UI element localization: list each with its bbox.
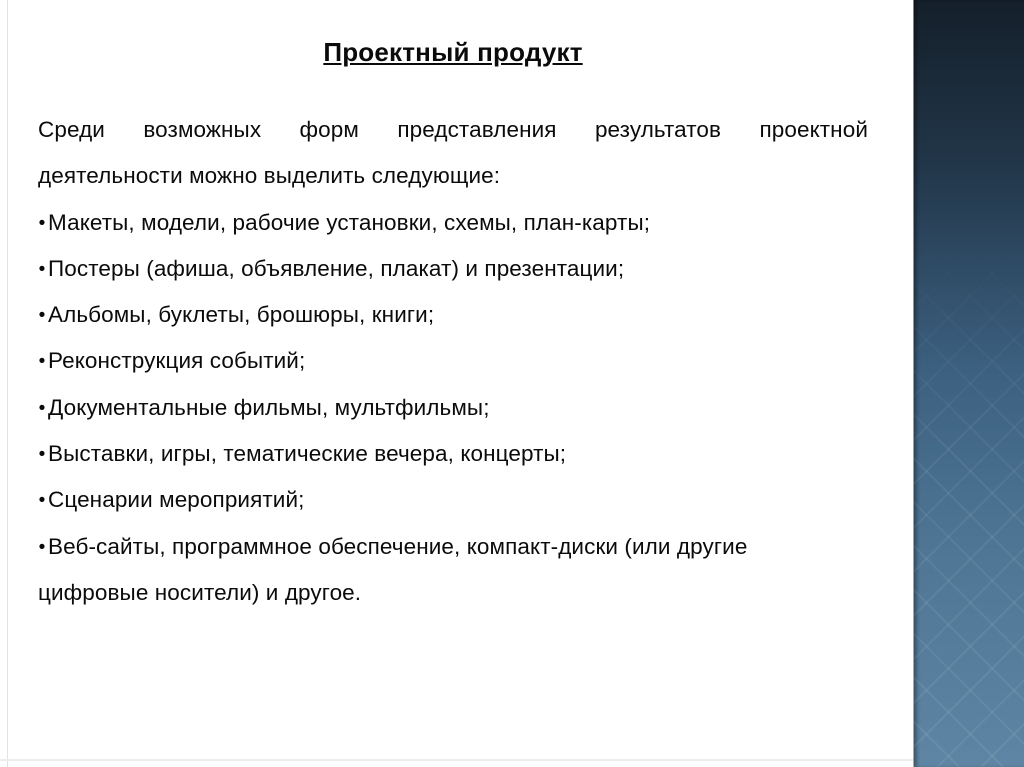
intro-line: Среди возможных форм представления результатов проектной xyxy=(38,117,868,142)
bullet-item: • Сценарии мероприятий; xyxy=(38,477,868,523)
bullet-dot: • xyxy=(38,443,46,465)
bullet-dot: • xyxy=(38,304,46,326)
bullet-dot: • xyxy=(38,535,46,557)
bullet-item: • Постеры (афиша, объявление, плакат) и презентации; xyxy=(38,246,868,292)
bullet-item: • Документальные фильмы, мультфильмы; xyxy=(38,385,868,431)
bullet-item: • Реконструкция событий; xyxy=(38,338,868,384)
bullet-item: • Выставки, игры, тематические вечера, концерты; xyxy=(38,431,868,477)
bullet-item: • Макеты, модели, рабочие установки, схемы, план-карты; xyxy=(38,200,868,246)
bullet-item: • Альбомы, буклеты, брошюры, книги; xyxy=(38,292,868,338)
bullet-dot: • xyxy=(38,396,46,419)
slide-left-edge xyxy=(7,0,8,767)
side-decoration-strip xyxy=(913,0,1024,767)
slide-bottom-edge xyxy=(0,759,913,761)
bullet-item: • Веб-сайты, программное обеспечение, компакт-диски (или другие xyxy=(38,524,868,570)
bullet-dot: • xyxy=(38,489,46,511)
bullet-dot: • xyxy=(38,211,46,233)
slide-title: Проектный продукт xyxy=(323,37,583,67)
bullet-dot: • xyxy=(38,350,46,372)
intro-line: деятельности можно выделить следующие: xyxy=(38,163,501,189)
bullet-dot: • xyxy=(38,257,46,280)
slide-body xyxy=(38,107,868,616)
bullet-item-continuation: цифровые носители) и другое. xyxy=(38,579,362,605)
